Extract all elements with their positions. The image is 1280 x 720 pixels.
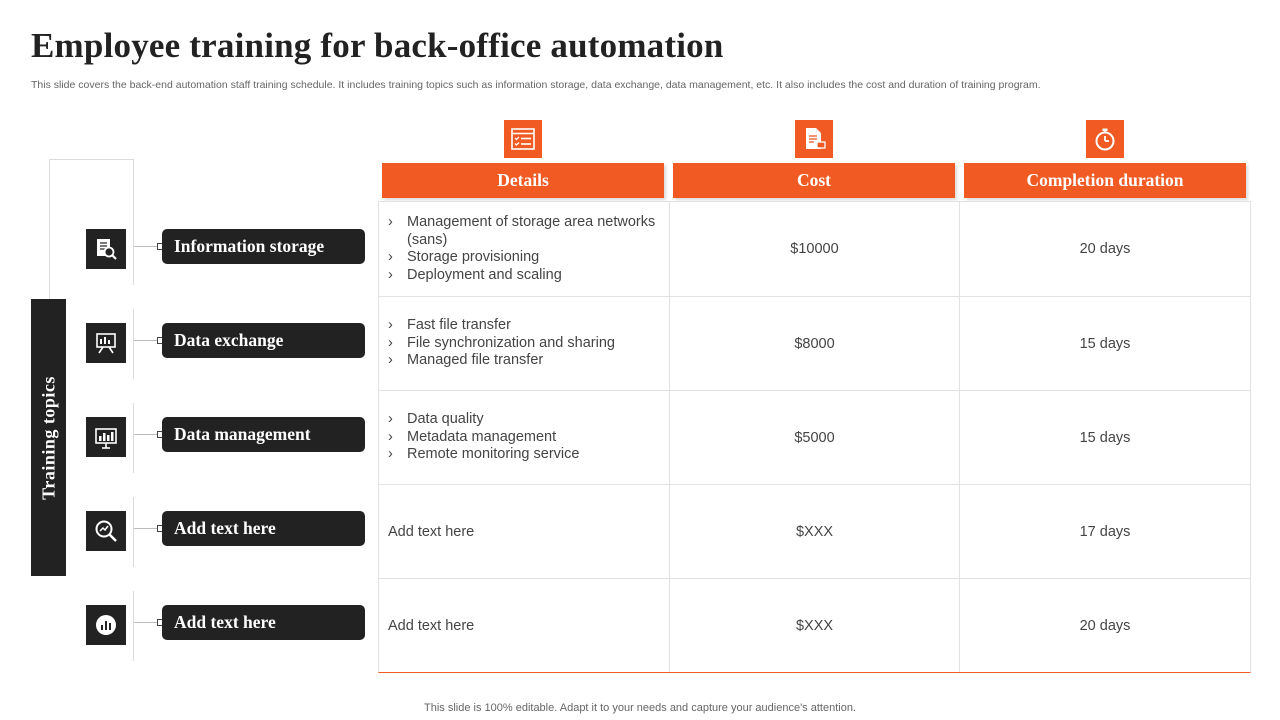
topic-pill-information-storage: Information storage <box>162 229 365 264</box>
training-table <box>378 201 1251 673</box>
details-cell <box>379 202 670 296</box>
duration-cell: 15 days <box>1079 429 1131 446</box>
invoice-icon <box>795 120 833 158</box>
slide-title: Employee training for back-office automation <box>31 26 724 65</box>
topic-pill-data-exchange: Data exchange <box>162 323 365 358</box>
details-list <box>388 214 669 284</box>
row-separator-line <box>133 309 134 379</box>
row-separator-line <box>133 403 134 473</box>
bracket-left-line <box>49 159 50 299</box>
list-item: › Storage provisioning <box>388 249 669 267</box>
cost-cell: $XXX <box>670 485 960 578</box>
cost-cell: $10000 <box>670 202 960 296</box>
bar-chart-board-icon <box>86 417 126 457</box>
bracket-top-line <box>49 159 134 160</box>
details-list <box>388 411 579 464</box>
list-item: › Management of storage area networks (sans) <box>388 214 669 249</box>
list-item: › Metadata management <box>388 429 579 447</box>
training-topics-bar <box>31 299 66 576</box>
duration-cell: 20 days <box>1079 241 1131 257</box>
details-cell: Add text here <box>379 485 670 578</box>
column-header-cost: Cost <box>673 163 955 198</box>
footer-note: This slide is 100% editable. Adapt it to your needs and capture your audience's attention. <box>424 702 856 714</box>
row-separator-line <box>133 159 134 285</box>
row-separator-line <box>133 591 134 661</box>
details-cell: Add text here <box>379 579 670 672</box>
details-cell <box>379 297 670 390</box>
checklist-icon <box>504 120 542 158</box>
list-item: › Deployment and scaling <box>388 267 669 285</box>
column-header-completion-duration: Completion duration <box>964 163 1246 198</box>
list-item: › Fast file transfer <box>388 317 615 335</box>
details-cell <box>379 391 670 484</box>
magnifier-chart-icon <box>86 511 126 551</box>
topic-pill-add-text-1: Add text here <box>162 511 365 546</box>
topic-pill-data-management: Data management <box>162 417 365 452</box>
row-separator-line <box>133 497 134 567</box>
table-row <box>379 390 1250 484</box>
column-header-details: Details <box>382 163 664 198</box>
stopwatch-icon <box>1086 120 1124 158</box>
table-row <box>379 202 1250 296</box>
list-item: › Data quality <box>388 411 579 429</box>
cost-cell: $5000 <box>670 391 960 484</box>
table-row <box>379 296 1250 390</box>
table-row <box>379 578 1250 672</box>
slide-subtitle: This slide covers the back-end automation staff training schedule. It includes training topics such as information storage, data exchange, data management, etc. It also includes the cost and duration of training program. <box>31 79 1041 91</box>
training-topics-label: Training topics <box>38 375 58 500</box>
cost-cell: $XXX <box>670 579 960 672</box>
details-list <box>388 317 615 370</box>
list-item: › Managed file transfer <box>388 352 615 370</box>
list-item: › File synchronization and sharing <box>388 335 615 353</box>
table-row <box>379 484 1250 578</box>
duration-cell: 20 days <box>1079 617 1131 634</box>
topic-pill-add-text-2: Add text here <box>162 605 365 640</box>
duration-cell: 17 days <box>1079 523 1131 540</box>
list-item: › Remote monitoring service <box>388 446 579 464</box>
chart-circle-icon <box>86 605 126 645</box>
document-search-icon <box>86 229 126 269</box>
cost-cell: $8000 <box>670 297 960 390</box>
duration-cell: 15 days <box>1079 335 1131 352</box>
presentation-board-icon <box>86 323 126 363</box>
